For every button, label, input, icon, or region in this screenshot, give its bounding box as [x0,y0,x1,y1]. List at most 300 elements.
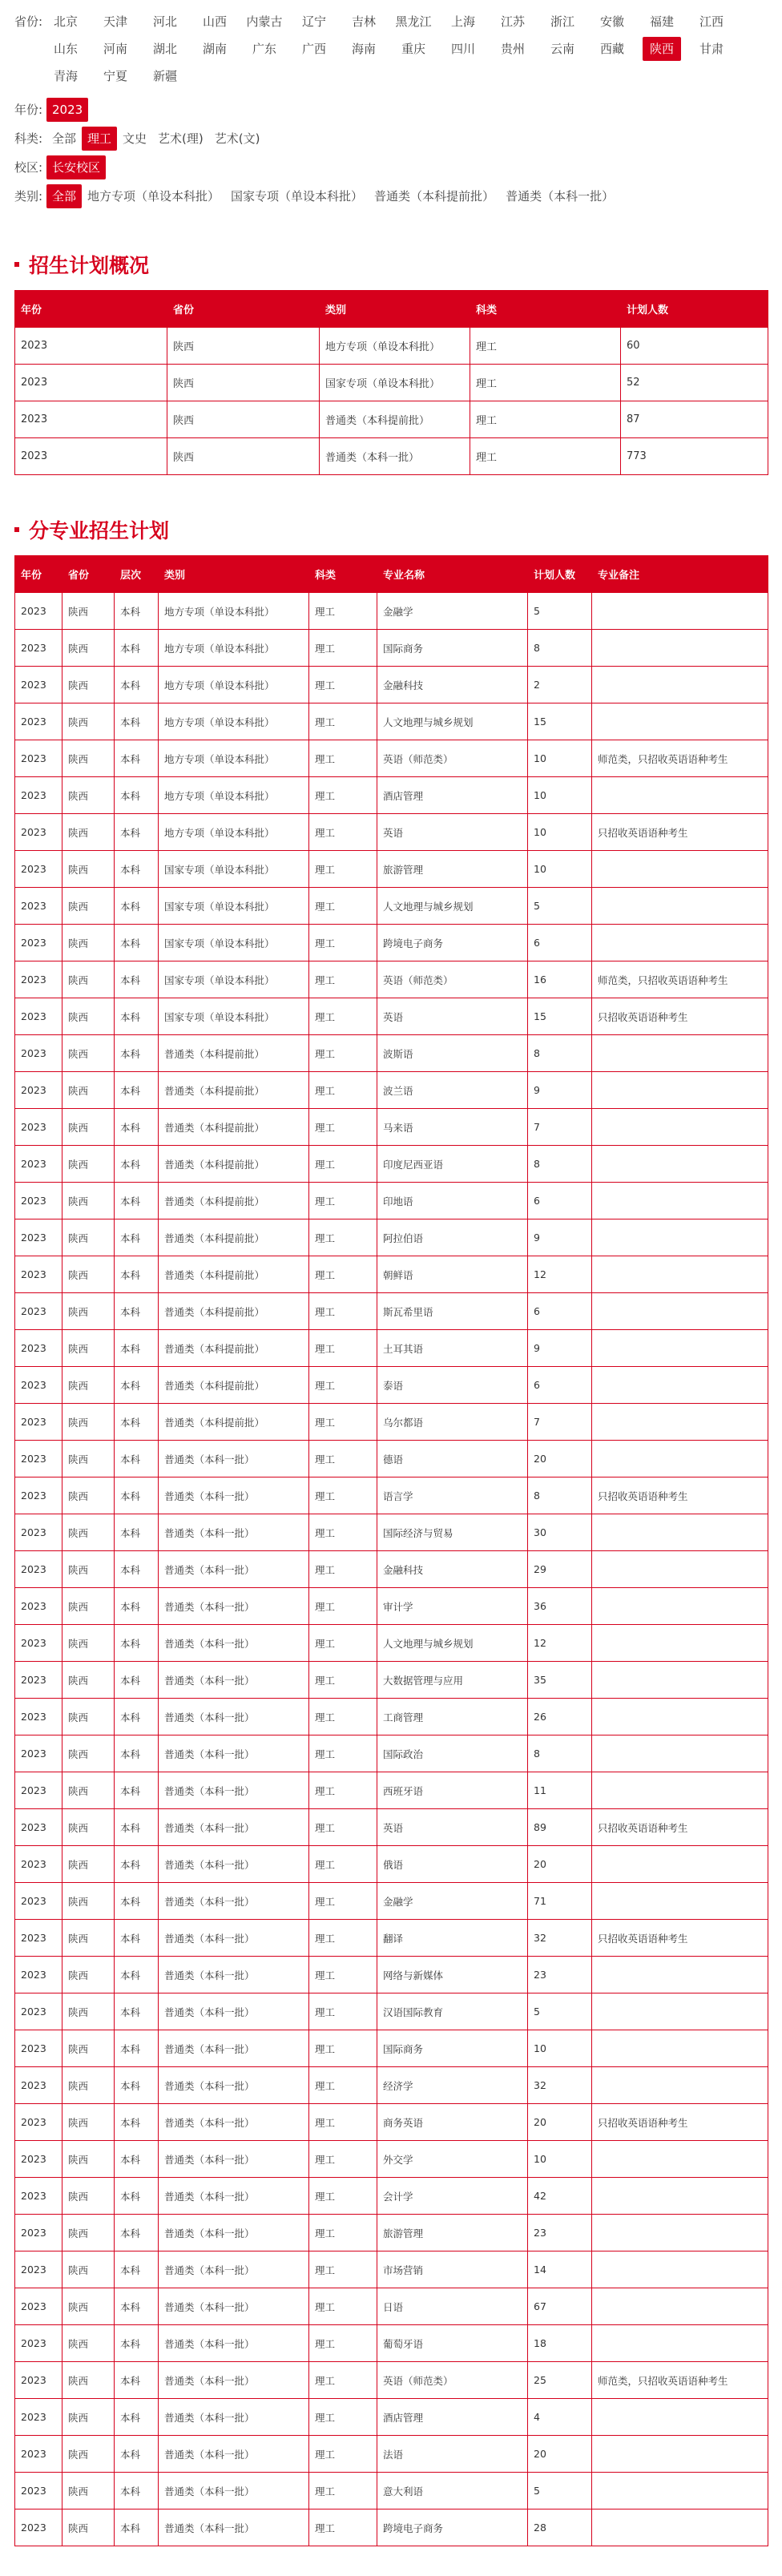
table-cell: 35 [528,1662,592,1699]
table-cell: 师范类，只招收英语语种考生 [592,740,768,777]
table-cell: 酒店管理 [377,2399,528,2436]
table-cell: 2023 [15,2104,62,2141]
table-cell: 7 [528,1404,592,1441]
table-cell: 陕西 [62,1514,115,1551]
table-cell: 26 [528,1699,592,1735]
table-cell [592,2141,768,2178]
table-cell: 普通类（本科一批） [159,1699,309,1735]
major-row [15,1072,768,1109]
table-cell: 普通类（本科一批） [159,1957,309,1993]
table-cell: 2023 [15,1588,62,1625]
table-cell: 英语 [377,998,528,1035]
table-cell: 2023 [15,1219,62,1256]
table-cell: 32 [528,1920,592,1957]
table-cell: 2023 [15,1920,62,1957]
column-header: 类别 [320,291,470,328]
table-cell: 87 [621,401,768,438]
major-row [15,2288,768,2325]
table-cell: 陕西 [167,401,320,438]
table-cell: 理工 [309,2509,377,2546]
table-cell: 英语（师范类） [377,2362,528,2399]
table-cell: 本科 [115,1514,159,1551]
table-cell: 普通类（本科一批） [159,1993,309,2030]
table-cell: 普通类（本科一批） [159,2362,309,2399]
table-cell: 本科 [115,1477,159,1514]
major-row [15,2399,768,2436]
table-cell: 普通类（本科一批） [159,1441,309,1477]
category-option[interactable]: 普通类（本科一批） [506,189,615,204]
table-cell: 人文地理与城乡规划 [377,703,528,740]
table-cell: 23 [528,2215,592,2251]
table-cell [592,667,768,703]
table-cell [592,2288,768,2325]
table-cell [592,1735,768,1772]
province-option[interactable]: 河北 [152,14,177,29]
table-cell: 审计学 [377,1588,528,1625]
table-cell: 陕西 [62,2178,115,2215]
table-cell [592,1625,768,1662]
province-option[interactable]: 甘肃 [699,42,724,56]
category-option[interactable]: 普通类（本科提前批） [374,189,495,204]
table-cell: 陕西 [167,328,320,365]
category-filter [14,183,766,212]
table-cell: 普通类（本科一批） [159,2141,309,2178]
table-cell: 2023 [15,1441,62,1477]
table-cell: 2023 [15,1883,62,1920]
table-cell: 普通类（本科一批） [159,1477,309,1514]
category-option[interactable]: 全部 [46,184,82,208]
table-cell: 本科 [115,851,159,888]
province-option[interactable]: 广西 [301,42,326,56]
table-cell: 本科 [115,1772,159,1809]
table-cell: 本科 [115,1551,159,1588]
province-option[interactable]: 黑龙江 [395,14,432,29]
table-cell: 8 [528,1035,592,1072]
table-cell: 8 [528,630,592,667]
table-cell: 理工 [309,888,377,925]
table-cell: 9 [528,1219,592,1256]
table-cell: 本科 [115,1662,159,1699]
table-cell: 陕西 [62,2067,115,2104]
table-cell: 16 [528,961,592,998]
table-cell: 陕西 [62,814,115,851]
major-row [15,925,768,961]
table-cell: 本科 [115,1883,159,1920]
table-cell: 陕西 [62,777,115,814]
table-cell: 翻译 [377,1920,528,1957]
table-cell: 陕西 [62,1109,115,1146]
table-cell [592,2178,768,2215]
table-cell: 30 [528,1514,592,1551]
table-cell: 理工 [309,1957,377,1993]
summary-row [15,401,768,438]
major-row [15,1035,768,1072]
table-cell: 陕西 [62,1662,115,1699]
province-option[interactable]: 广东 [252,42,276,56]
table-cell: 9 [528,1330,592,1367]
province-option[interactable]: 河南 [103,42,127,56]
table-cell: 2023 [15,2399,62,2436]
table-cell: 国际商务 [377,630,528,667]
subject-option[interactable]: 文史 [123,131,147,146]
table-cell: 陕西 [62,2509,115,2546]
table-cell [592,1072,768,1109]
subject-option[interactable]: 艺术(理) [158,131,204,146]
table-cell: 理工 [309,1146,377,1183]
table-cell: 金融科技 [377,1551,528,1588]
table-cell: 本科 [115,1993,159,2030]
province-option[interactable]: 青海 [53,69,78,83]
table-cell: 理工 [309,1441,377,1477]
table-cell: 普通类（本科一批） [159,2325,309,2362]
table-cell: 2023 [15,814,62,851]
table-cell: 波斯语 [377,1035,528,1072]
table-cell: 2023 [15,1146,62,1183]
table-cell: 理工 [309,703,377,740]
subject-option[interactable]: 理工 [82,127,117,151]
table-cell: 普通类（本科提前批） [159,1367,309,1404]
table-cell: 国家专项（单设本科批） [159,961,309,998]
table-cell: 跨境电子商务 [377,2509,528,2546]
table-cell [592,777,768,814]
major-row [15,1219,768,1256]
table-cell: 国际商务 [377,2030,528,2067]
table-cell: 普通类（本科一批） [159,1662,309,1699]
table-cell: 陕西 [62,2362,115,2399]
table-cell: 理工 [470,401,621,438]
table-cell: 2023 [15,998,62,1035]
column-header: 计划人数 [528,556,592,593]
majors-section-title [14,514,766,546]
table-cell: 本科 [115,1957,159,1993]
table-cell: 陕西 [62,703,115,740]
major-row [15,777,768,814]
table-cell: 本科 [115,740,159,777]
table-cell: 只招收英语语种考生 [592,1809,768,1846]
table-cell: 本科 [115,2104,159,2141]
table-cell: 普通类（本科一批） [159,1809,309,1846]
bullet-icon [14,262,19,267]
major-row [15,1920,768,1957]
major-row [15,1588,768,1625]
category-filter-label: 类别: [14,189,43,204]
table-cell: 普通类（本科提前批） [159,1109,309,1146]
table-cell: 英语（师范类） [377,740,528,777]
major-row [15,2178,768,2215]
table-cell: 陕西 [62,593,115,630]
table-cell: 陕西 [62,1993,115,2030]
major-row [15,1477,768,1514]
table-cell: 理工 [309,925,377,961]
table-cell: 本科 [115,888,159,925]
table-cell: 本科 [115,2251,159,2288]
province-option[interactable]: 陕西 [643,37,681,61]
province-option[interactable]: 西藏 [599,42,624,56]
table-cell: 阿拉伯语 [377,1219,528,1256]
table-cell: 理工 [309,1846,377,1883]
table-cell: 本科 [115,1256,159,1293]
table-cell: 理工 [309,593,377,630]
province-option[interactable]: 辽宁 [301,14,326,29]
table-cell: 陕西 [62,2104,115,2141]
table-cell: 国家专项（单设本科批） [159,925,309,961]
table-cell: 2023 [15,1662,62,1699]
table-cell [592,851,768,888]
table-cell: 2023 [15,2030,62,2067]
province-option[interactable]: 上海 [450,14,475,29]
major-row [15,1809,768,1846]
table-cell: 国际政治 [377,1735,528,1772]
major-row [15,2067,768,2104]
table-cell [592,1514,768,1551]
table-cell: 普通类（本科一批） [159,2288,309,2325]
table-cell: 8 [528,1735,592,1772]
table-cell: 本科 [115,1735,159,1772]
table-cell: 普通类（本科一批） [159,2215,309,2251]
table-cell: 2023 [15,1514,62,1551]
table-cell [592,593,768,630]
table-cell: 理工 [470,438,621,475]
table-cell: 本科 [115,2030,159,2067]
category-option[interactable]: 地方专项（单设本科批） [87,189,220,204]
table-cell: 本科 [115,1367,159,1404]
major-row [15,2215,768,2251]
table-cell: 地方专项（单设本科批） [320,328,470,365]
table-cell [592,1404,768,1441]
table-cell [592,1219,768,1256]
major-row [15,2141,768,2178]
table-cell: 本科 [115,667,159,703]
table-cell: 2023 [15,1072,62,1109]
table-cell: 金融学 [377,1883,528,1920]
table-cell: 理工 [309,1035,377,1072]
table-cell: 陕西 [62,1072,115,1109]
table-cell: 陕西 [62,961,115,998]
bullet-icon [14,527,19,532]
table-cell: 外交学 [377,2141,528,2178]
year-option[interactable]: 2023 [46,98,88,122]
table-cell: 国家专项（单设本科批） [159,888,309,925]
province-option[interactable]: 湖南 [202,42,227,56]
table-cell [592,1588,768,1625]
table-cell: 地方专项（单设本科批） [159,703,309,740]
province-option[interactable]: 云南 [550,42,574,56]
table-cell: 理工 [309,777,377,814]
table-cell: 15 [528,703,592,740]
column-header: 科类 [470,291,621,328]
table-cell: 2023 [15,1477,62,1514]
table-cell: 20 [528,2104,592,2141]
table-cell: 经济学 [377,2067,528,2104]
province-option[interactable]: 浙江 [550,14,574,29]
table-cell: 本科 [115,2067,159,2104]
table-cell: 陕西 [62,1920,115,1957]
province-option[interactable]: 山西 [202,14,227,29]
table-cell: 32 [528,2067,592,2104]
table-cell: 6 [528,925,592,961]
province-option[interactable]: 山东 [53,42,78,56]
table-cell [592,1109,768,1146]
table-cell: 本科 [115,630,159,667]
table-cell: 地方专项（单设本科批） [159,740,309,777]
province-option[interactable]: 湖北 [152,42,177,56]
summary-row [15,438,768,475]
table-cell: 2023 [15,1330,62,1367]
table-cell [592,1662,768,1699]
table-cell: 2023 [15,2141,62,2178]
table-cell: 陕西 [167,365,320,401]
table-cell: 2023 [15,2325,62,2362]
table-cell: 2023 [15,888,62,925]
province-option[interactable]: 北京 [53,14,78,29]
province-option[interactable]: 宁夏 [103,69,127,83]
table-cell: 2023 [15,851,62,888]
table-cell: 67 [528,2288,592,2325]
table-cell [592,888,768,925]
table-cell: 20 [528,1441,592,1477]
table-cell [592,2325,768,2362]
table-cell: 理工 [309,2141,377,2178]
table-cell: 法语 [377,2436,528,2473]
table-cell: 773 [621,438,768,475]
major-row [15,1330,768,1367]
table-cell: 理工 [309,2104,377,2141]
major-row [15,2325,768,2362]
category-option[interactable]: 国家专项（单设本科批） [231,189,364,204]
table-cell: 西班牙语 [377,1772,528,1809]
major-row [15,1735,768,1772]
province-option[interactable]: 重庆 [401,42,425,56]
table-cell: 12 [528,1625,592,1662]
province-option[interactable]: 安徽 [599,14,624,29]
table-cell [592,1330,768,1367]
major-row [15,1551,768,1588]
year-filter-label: 年份: [14,103,43,117]
table-cell: 2023 [15,703,62,740]
table-cell: 普通类（本科一批） [159,2178,309,2215]
province-option[interactable]: 福建 [649,14,674,29]
table-cell: 42 [528,2178,592,2215]
table-cell: 陕西 [62,1772,115,1809]
province-option[interactable]: 贵州 [500,42,525,56]
table-cell: 朝鲜语 [377,1256,528,1293]
table-cell: 本科 [115,1625,159,1662]
table-cell [592,2215,768,2251]
major-row [15,1699,768,1735]
table-cell: 陕西 [62,998,115,1035]
table-cell: 理工 [309,1183,377,1219]
table-cell: 10 [528,814,592,851]
table-cell: 只招收英语语种考生 [592,2104,768,2141]
table-cell: 2023 [15,2251,62,2288]
table-cell: 普通类（本科提前批） [159,1256,309,1293]
table-cell: 普通类（本科提前批） [159,1035,309,1072]
major-row [15,888,768,925]
major-row [15,1662,768,1699]
table-cell: 只招收英语语种考生 [592,814,768,851]
table-cell: 普通类（本科提前批） [159,1146,309,1183]
province-option[interactable]: 内蒙古 [246,14,283,29]
table-cell: 2023 [15,438,167,475]
table-cell: 陕西 [62,2436,115,2473]
major-row [15,1109,768,1146]
campus-option[interactable]: 长安校区 [46,155,106,179]
major-row [15,1146,768,1183]
table-cell: 日语 [377,2288,528,2325]
table-cell: 人文地理与城乡规划 [377,1625,528,1662]
province-filter-label: 省份: [14,14,43,29]
table-cell: 陕西 [167,438,320,475]
table-cell: 18 [528,2325,592,2362]
table-cell: 25 [528,2362,592,2399]
table-cell: 陕西 [62,2141,115,2178]
table-cell: 理工 [309,1920,377,1957]
province-option[interactable]: 海南 [351,42,376,56]
table-cell: 理工 [309,961,377,998]
table-cell: 本科 [115,1109,159,1146]
table-cell: 普通类（本科一批） [159,2030,309,2067]
subject-option[interactable]: 艺术(文) [214,131,260,146]
province-option[interactable]: 江苏 [500,14,525,29]
major-row [15,593,768,630]
table-cell: 本科 [115,777,159,814]
summary-section-title [14,248,766,280]
table-cell: 8 [528,1146,592,1183]
table-cell: 马来语 [377,1109,528,1146]
province-option[interactable]: 天津 [103,14,127,29]
table-cell: 陕西 [62,1809,115,1846]
table-cell: 普通类（本科提前批） [159,1219,309,1256]
province-option[interactable]: 新疆 [152,69,177,83]
table-cell: 理工 [309,1625,377,1662]
table-cell: 国家专项（单设本科批） [320,365,470,401]
province-option[interactable]: 四川 [450,42,475,56]
subject-option[interactable]: 全部 [52,131,77,146]
table-cell: 陕西 [62,1551,115,1588]
table-cell: 陕西 [62,1699,115,1735]
table-cell [592,1772,768,1809]
table-cell: 36 [528,1588,592,1625]
table-cell: 陕西 [62,1441,115,1477]
table-cell: 陕西 [62,1588,115,1625]
table-cell: 普通类（本科一批） [159,1514,309,1551]
table-cell: 陕西 [62,1957,115,1993]
table-cell: 理工 [309,1809,377,1846]
table-cell: 5 [528,593,592,630]
table-cell: 本科 [115,961,159,998]
major-row [15,2509,768,2546]
province-option[interactable]: 吉林 [351,14,376,29]
column-header: 类别 [159,556,309,593]
table-cell: 28 [528,2509,592,2546]
province-option[interactable]: 江西 [699,14,724,29]
table-cell: 普通类（本科一批） [159,2251,309,2288]
summary-header-row [15,291,768,328]
table-cell: 理工 [309,1993,377,2030]
major-row [15,1957,768,1993]
table-cell: 4 [528,2399,592,2436]
table-cell: 本科 [115,2215,159,2251]
table-cell: 理工 [470,365,621,401]
table-cell: 英语 [377,814,528,851]
summary-table [14,290,768,475]
table-cell: 旅游管理 [377,851,528,888]
table-cell: 理工 [309,2030,377,2067]
table-cell: 普通类（本科提前批） [159,1072,309,1109]
table-cell: 2023 [15,1109,62,1146]
table-cell: 15 [528,998,592,1035]
table-cell: 52 [621,365,768,401]
